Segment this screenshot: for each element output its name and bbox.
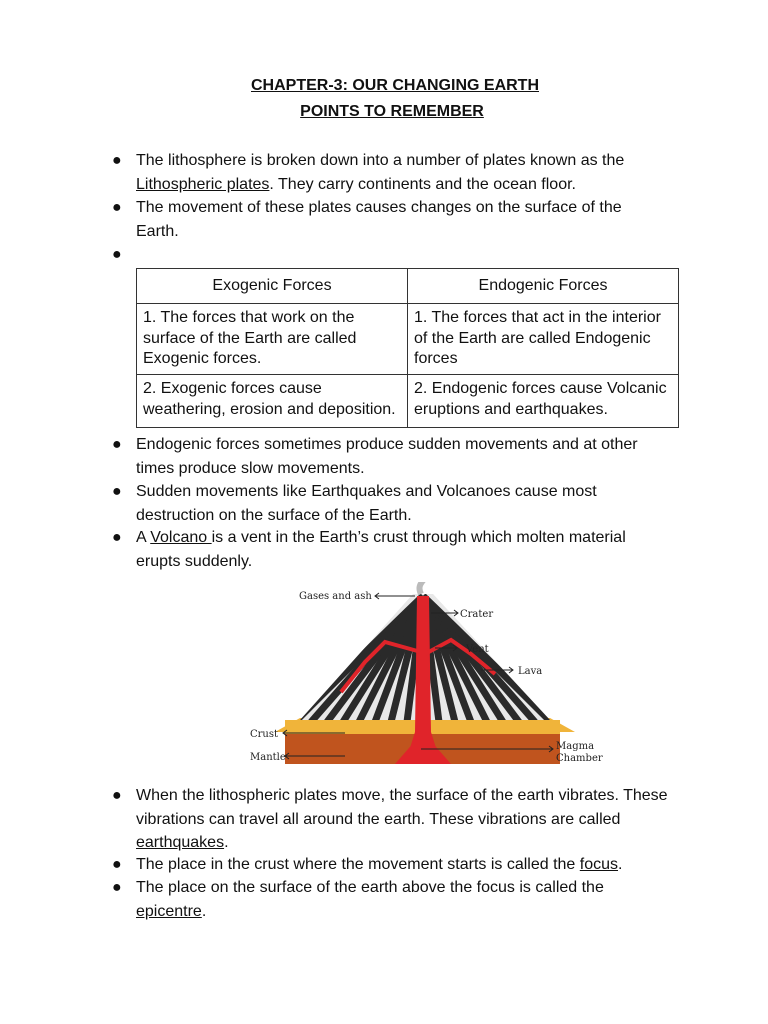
term-lithospheric-plates: Lithospheric plates <box>136 175 270 193</box>
bullet-text-volcano: A Volcano is a vent in the Earth’s crust through which molten material erupts suddenly. <box>136 529 626 570</box>
term-epicentre: epicentre <box>136 902 202 920</box>
term-earthquakes: earthquakes <box>136 834 225 851</box>
label-chamber: Chamber <box>556 753 603 764</box>
label-crust: Crust <box>250 729 279 740</box>
bullet-text-epicentre: The place on the surface of the earth above the focus is called the epicentre. <box>136 879 604 920</box>
bullet-text-plate-movement: The movement of these plates causes changes on the surface of the Earth. <box>136 199 622 240</box>
bullet-text-sudden-movements: Sudden movements like Earthquakes and Volcanoes cause most destruction on the surface of the Earth. <box>136 483 597 524</box>
forces-table <box>136 268 679 428</box>
table-cell: 1. The forces that act in the interior of the Earth are called Endogenic forces <box>408 304 679 375</box>
bullet-dot: ● <box>112 152 122 169</box>
term-focus: focus <box>579 856 619 873</box>
label-crater: Crater <box>460 609 494 620</box>
label-gases-ash: Gases and ash <box>299 591 372 602</box>
term-volcano: Volcano <box>150 529 212 546</box>
bullet-dot: ● <box>112 529 122 546</box>
label-vent: Vent <box>466 644 489 655</box>
page-subtitle: POINTS TO REMEMBER <box>300 103 484 120</box>
table-header-cell: Exogenic Forces <box>137 269 408 304</box>
bullet-dot: ● <box>112 483 122 500</box>
table-header-cell: Endogenic Forces <box>408 269 679 304</box>
bullet-dot: ● <box>112 856 122 873</box>
label-lava: Lava <box>518 666 543 677</box>
table-cell: 1. The forces that work on the surface of the Earth are called Exogenic forces. <box>137 304 408 375</box>
bullet-text-lithosphere: The lithosphere is broken down into a number of plates known as the Lithospheric plates. They carry continents and the ocean floor. <box>136 152 625 193</box>
label-magma: Magma <box>556 741 595 752</box>
table-row <box>137 375 679 428</box>
volcano-diagram <box>245 582 610 774</box>
bullet-dot: ● <box>112 436 122 453</box>
table-row <box>137 304 679 375</box>
table-header-row <box>137 269 679 304</box>
bullet-text-focus: The place in the crust where the movement starts is called the focus. <box>136 856 623 873</box>
bullet-dot: ● <box>112 246 122 263</box>
table-cell: 2. Endogenic forces cause Volcanic eruptions and earthquakes. <box>408 375 679 428</box>
gas-plume <box>419 582 425 594</box>
bullet-text-endogenic: Endogenic forces sometimes produce sudden movements and at other times produce slow movements. <box>136 436 638 477</box>
table-cell: 2. Exogenic forces cause weathering, erosion and deposition. <box>137 375 408 428</box>
bullet-text-earthquakes: When the lithospheric plates move, the surface of the earth vibrates. These vibrations can travel all around the earth. These vibrations are called earthquakes. <box>136 787 668 851</box>
chapter-title: CHAPTER-3: OUR CHANGING EARTH <box>251 77 539 94</box>
bullet-dot: ● <box>112 199 122 216</box>
bullet-dot: ● <box>112 879 122 896</box>
bullet-dot: ● <box>112 787 122 804</box>
label-mantle: Mantle <box>250 752 286 763</box>
